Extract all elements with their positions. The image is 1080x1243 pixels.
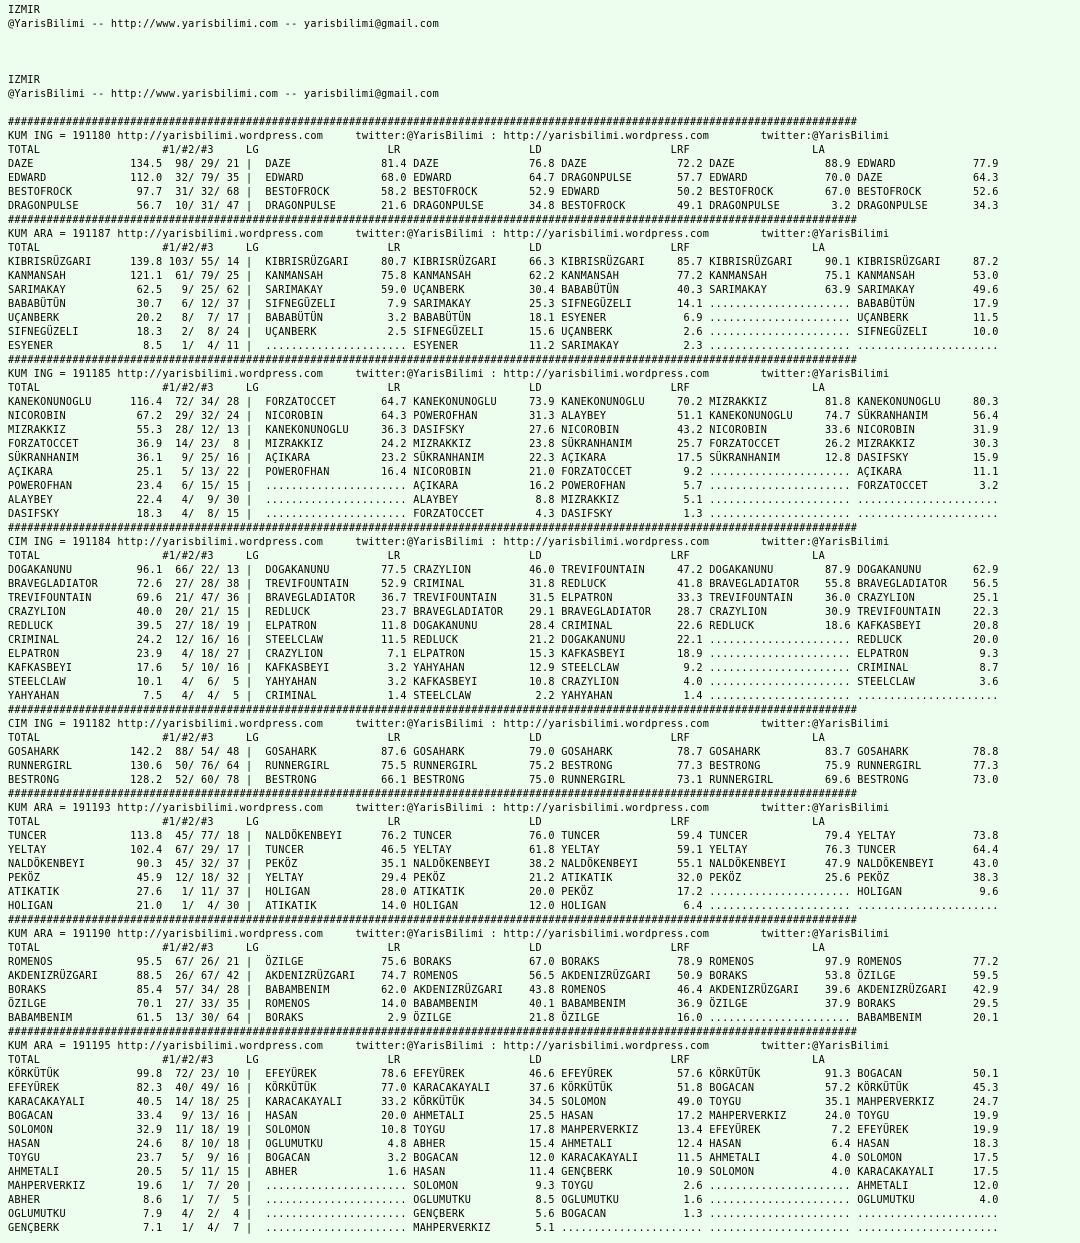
horse-stats-row: REDLUCK 39.5 27/ 18/ 19 | ELPATRON 11.8 DOGAKANUNU 28.4 CRIMINAL 22.6 REDLUCK 18.6 KAFKASBEYI 20.8 (8, 621, 999, 632)
horse-stats-row: ELPATRON 23.9 4/ 18/ 27 | CRAZYLION 7.1 ELPATRON 15.3 KAFKASBEYI 18.9 ...................... ELPATRON 9.3 (8, 649, 999, 660)
race-header-line: KUM ING = 191180 http://yarisbilimi.wordpress.com twitter:@YarisBilimi : http://yarisbilimi.wordpress.com twitter:@YarisBilimi (8, 131, 890, 142)
horse-stats-row: NICOROBIN 67.2 29/ 32/ 24 | NICOROBIN 64.3 POWEROFHAN 31.3 ALAYBEY 51.1 KANEKONUNOGLU 74.7 SÜKRANHANIM 56.4 (8, 411, 999, 422)
horse-stats-row: YELTAY 102.4 67/ 29/ 17 | TUNCER 46.5 YELTAY 61.8 YELTAY 59.1 YELTAY 76.3 TUNCER 64.4 (8, 845, 999, 856)
horse-stats-row: ESYENER 8.5 1/ 4/ 11 | ...................... ESYENER 11.2 SARIMAKAY 2.3 ...................... ...................... (8, 341, 999, 352)
horse-stats-row: BOGACAN 33.4 9/ 13/ 16 | HASAN 20.0 AHMETALI 25.5 HASAN 17.2 MAHPERVERKIZ 24.0 TOYGU 19.9 (8, 1111, 999, 1122)
horse-stats-row: AKDENIZRÜZGARI 88.5 26/ 67/ 42 | AKDENIZRÜZGARI 74.7 ROMENOS 56.5 AKDENIZRÜZGARI 50.9 BORAKS 53.8 ÖZILGE 59.5 (8, 971, 999, 982)
section-separator: #################################################################################################################################### (8, 789, 858, 800)
race-header-line: KUM ARA = 191195 http://yarisbilimi.wordpress.com twitter:@YarisBilimi : http://yarisbilimi.wordpress.com twitter:@YarisBilimi (8, 1041, 890, 1052)
column-header-line: TOTAL #1/#2/#3 LG LR LD LRF LA (8, 383, 826, 394)
horse-stats-row: ROMENOS 95.5 67/ 26/ 21 | ÖZILGE 75.6 BORAKS 67.0 BORAKS 78.9 ROMENOS 97.9 ROMENOS 77.2 (8, 957, 999, 968)
race-header-line: KUM ING = 191185 http://yarisbilimi.wordpress.com twitter:@YarisBilimi : http://yarisbilimi.wordpress.com twitter:@YarisBilimi (8, 369, 890, 380)
horse-stats-row: BESTOFROCK 97.7 31/ 32/ 68 | BESTOFROCK 58.2 BESTOFROCK 52.9 EDWARD 50.2 BESTOFROCK 67.0 BESTOFROCK 52.6 (8, 187, 999, 198)
horse-stats-row: ABHER 8.6 1/ 7/ 5 | ...................... OGLUMUTKU 8.5 OGLUMUTKU 1.6 ...................... OGLUMUTKU 4.0 (8, 1195, 999, 1206)
horse-stats-row: DASIFSKY 18.3 4/ 8/ 15 | ...................... FORZATOCCET 4.3 DASIFSKY 1.3 ...................... ...................... (8, 509, 999, 520)
horse-stats-row: TREVIFOUNTAIN 69.6 21/ 47/ 36 | BRAVEGLADIATOR 36.7 TREVIFOUNTAIN 31.5 ELPATRON 33.3 TREVIFOUNTAIN 36.0 CRAZYLION 25.1 (8, 593, 999, 604)
horse-stats-row: SÜKRANHANIM 36.1 9/ 25/ 16 | AÇIKARA 23.2 SÜKRANHANIM 22.3 AÇIKARA 17.5 SÜKRANHANIM 12.8 DASIFSKY 15.9 (8, 453, 999, 464)
horse-stats-row: OGLUMUTKU 7.9 4/ 2/ 4 | ...................... GENÇBERK 5.6 BOGACAN 1.3 ...................... ...................... (8, 1209, 999, 1220)
horse-stats-row: KANMANSAH 121.1 61/ 79/ 25 | KANMANSAH 75.8 KANMANSAH 62.2 KANMANSAH 77.2 KANMANSAH 75.1 KANMANSAH 53.0 (8, 271, 999, 282)
city-title: IZMIR (8, 75, 41, 86)
horse-stats-row: MAHPERVERKIZ 19.6 1/ 7/ 20 | ...................... SOLOMON 9.3 TOYGU 2.6 ...................... AHMETALI 12.0 (8, 1181, 999, 1192)
race-header-line: KUM ARA = 191190 http://yarisbilimi.wordpress.com twitter:@YarisBilimi : http://yarisbilimi.wordpress.com twitter:@YarisBilimi (8, 929, 890, 940)
section-separator: #################################################################################################################################### (8, 117, 858, 128)
race-header-line: CIM ING = 191184 http://yarisbilimi.wordpress.com twitter:@YarisBilimi : http://yarisbilimi.wordpress.com twitter:@YarisBilimi (8, 537, 890, 548)
horse-stats-row: DRAGONPULSE 56.7 10/ 31/ 47 | DRAGONPULSE 21.6 DRAGONPULSE 34.8 BESTOFROCK 49.1 DRAGONPULSE 3.2 DRAGONPULSE 34.3 (8, 201, 999, 212)
horse-stats-row: KANEKONUNOGLU 116.4 72/ 34/ 28 | FORZATOCCET 64.7 KANEKONUNOGLU 73.9 KANEKONUNOGLU 70.2 MIZRAKKIZ 81.8 KANEKONUNOGLU 80.3 (8, 397, 999, 408)
horse-stats-row: SOLOMON 32.9 11/ 18/ 19 | SOLOMON 10.8 TOYGU 17.8 MAHPERVERKIZ 13.4 EFEYÜREK 7.2 EFEYÜREK 19.9 (8, 1125, 999, 1136)
horse-stats-row: TUNCER 113.8 45/ 77/ 18 | NALDÖKENBEYI 76.2 TUNCER 76.0 TUNCER 59.4 TUNCER 79.4 YELTAY 73.8 (8, 831, 999, 842)
horse-stats-row: BESTRONG 128.2 52/ 60/ 78 | BESTRONG 66.1 BESTRONG 75.0 RUNNERGIRL 73.1 RUNNERGIRL 69.6 BESTRONG 73.0 (8, 775, 999, 786)
column-header-line: TOTAL #1/#2/#3 LG LR LD LRF LA (8, 943, 826, 954)
section-separator: #################################################################################################################################### (8, 915, 858, 926)
contact-line: @YarisBilimi -- http://www.yarisbilimi.com -- yarisbilimi@gmail.com (8, 19, 440, 30)
section-separator: #################################################################################################################################### (8, 523, 858, 534)
horse-stats-row: EFEYÜREK 82.3 40/ 49/ 16 | KÖRKÜTÜK 77.0 KARACAKAYALI 37.6 KÖRKÜTÜK 51.8 BOGACAN 57.2 KÖRKÜTÜK 45.3 (8, 1083, 999, 1094)
horse-stats-row: HOLIGAN 21.0 1/ 4/ 30 | ATIKATIK 14.0 HOLIGAN 12.0 HOLIGAN 6.4 ...................... ...................... (8, 901, 999, 912)
column-header-line: TOTAL #1/#2/#3 LG LR LD LRF LA (8, 243, 826, 254)
horse-stats-row: CRIMINAL 24.2 12/ 16/ 16 | STEELCLAW 11.5 REDLUCK 21.2 DOGAKANUNU 22.1 ...................... REDLUCK 20.0 (8, 635, 999, 646)
blank-line (8, 32, 1080, 46)
horse-stats-row: PEKÖZ 45.9 12/ 18/ 32 | YELTAY 29.4 PEKÖZ 21.2 ATIKATIK 32.0 PEKÖZ 25.6 PEKÖZ 38.3 (8, 873, 999, 884)
horse-stats-row: GENÇBERK 7.1 1/ 4/ 7 | ...................... MAHPERVERKIZ 5.1 ...................... ...................... ...................... (8, 1223, 999, 1234)
horse-stats-row: CRAZYLION 40.0 20/ 21/ 15 | REDLUCK 23.7 BRAVEGLADIATOR 29.1 BRAVEGLADIATOR 28.7 CRAZYLION 30.9 TREVIFOUNTAIN 22.3 (8, 607, 999, 618)
race-header-line: KUM ARA = 191187 http://yarisbilimi.wordpress.com twitter:@YarisBilimi : http://yarisbilimi.wordpress.com twitter:@YarisBilimi (8, 229, 890, 240)
horse-stats-row: POWEROFHAN 23.4 6/ 15/ 15 | ...................... AÇIKARA 16.2 POWEROFHAN 5.7 ...................... FORZATOCCET 3.2 (8, 481, 999, 492)
horse-stats-row: EDWARD 112.0 32/ 79/ 35 | EDWARD 68.0 EDWARD 64.7 DRAGONPULSE 57.7 EDWARD 70.0 DAZE 64.3 (8, 173, 999, 184)
horse-stats-row: YAHYAHAN 7.5 4/ 4/ 5 | CRIMINAL 1.4 STEELCLAW 2.2 YAHYAHAN 1.4 ...................... ...................... (8, 691, 999, 702)
horse-stats-row: BABABÜTÜN 30.7 6/ 12/ 37 | SIFNEGÜZELI 7.9 SARIMAKAY 25.3 SIFNEGÜZELI 14.1 ...................... BABABÜTÜN 17.9 (8, 299, 999, 310)
horse-stats-row: NALDÖKENBEYI 90.3 45/ 32/ 37 | PEKÖZ 35.1 NALDÖKENBEYI 38.2 NALDÖKENBEYI 55.1 NALDÖKENBEYI 47.9 NALDÖKENBEYI 43.0 (8, 859, 999, 870)
horse-stats-row: AÇIKARA 25.1 5/ 13/ 22 | POWEROFHAN 16.4 NICOROBIN 21.0 FORZATOCCET 9.2 ...................... AÇIKARA 11.1 (8, 467, 999, 478)
blank-line (8, 60, 1080, 74)
horse-stats-row: KARACAKAYALI 40.5 14/ 18/ 25 | KARACAKAYALI 33.2 KÖRKÜTÜK 34.5 SOLOMON 49.0 TOYGU 35.1 MAHPERVERKIZ 24.7 (8, 1097, 999, 1108)
horse-stats-row: STEELCLAW 10.1 4/ 6/ 5 | YAHYAHAN 3.2 KAFKASBEYI 10.8 CRAZYLION 4.0 ...................... STEELCLAW 3.6 (8, 677, 999, 688)
horse-stats-row: GOSAHARK 142.2 88/ 54/ 48 | GOSAHARK 87.6 GOSAHARK 79.0 GOSAHARK 78.7 GOSAHARK 83.7 GOSAHARK 78.8 (8, 747, 999, 758)
horse-stats-row: ATIKATIK 27.6 1/ 11/ 37 | HOLIGAN 28.0 ATIKATIK 20.0 PEKÖZ 17.2 ...................... HOLIGAN 9.6 (8, 887, 999, 898)
horse-stats-row: UÇANBERK 20.2 8/ 7/ 17 | BABABÜTÜN 3.2 BABABÜTÜN 18.1 ESYENER 6.9 ...................... UÇANBERK 11.5 (8, 313, 999, 324)
horse-stats-row: KIBRISRÜZGARI 139.8 103/ 55/ 14 | KIBRISRÜZGARI 80.7 KIBRISRÜZGARI 66.3 KIBRISRÜZGARI 85.7 KIBRISRÜZGARI 90.1 KIBRISRÜZGARI 87.2 (8, 257, 999, 268)
column-header-line: TOTAL #1/#2/#3 LG LR LD LRF LA (8, 817, 826, 828)
horse-stats-row: BORAKS 85.4 57/ 34/ 28 | BABAMBENIM 62.0 AKDENIZRÜZGARI 43.8 ROMENOS 46.4 AKDENIZRÜZGARI 39.6 AKDENIZRÜZGARI 42.9 (8, 985, 999, 996)
column-header-line: TOTAL #1/#2/#3 LG LR LD LRF LA (8, 145, 826, 156)
section-separator: #################################################################################################################################### (8, 1027, 858, 1038)
column-header-line: TOTAL #1/#2/#3 LG LR LD LRF LA (8, 1055, 826, 1066)
race-header-line: CIM ING = 191182 http://yarisbilimi.wordpress.com twitter:@YarisBilimi : http://yarisbilimi.wordpress.com twitter:@YarisBilimi (8, 719, 890, 730)
section-separator: #################################################################################################################################### (8, 705, 858, 716)
column-header-line: TOTAL #1/#2/#3 LG LR LD LRF LA (8, 551, 826, 562)
section-separator: #################################################################################################################################### (8, 355, 858, 366)
column-header-line: TOTAL #1/#2/#3 LG LR LD LRF LA (8, 733, 826, 744)
blank-line (8, 102, 1080, 116)
section-separator: #################################################################################################################################### (8, 215, 858, 226)
horse-stats-row: BABAMBENIM 61.5 13/ 30/ 64 | BORAKS 2.9 ÖZILGE 21.8 ÖZILGE 16.0 ...................... BABAMBENIM 20.1 (8, 1013, 999, 1024)
city-title: IZMIR (8, 5, 41, 16)
horse-stats-row: ALAYBEY 22.4 4/ 9/ 30 | ...................... ALAYBEY 8.8 MIZRAKKIZ 5.1 ...................... ...................... (8, 495, 999, 506)
horse-stats-row: ÖZILGE 70.1 27/ 33/ 35 | ROMENOS 14.0 BABAMBENIM 40.1 BABAMBENIM 36.9 ÖZILGE 37.9 BORAKS 29.5 (8, 999, 999, 1010)
blank-line (8, 46, 1080, 60)
horse-stats-row: TOYGU 23.7 5/ 9/ 16 | BOGACAN 3.2 BOGACAN 12.0 KARACAKAYALI 11.5 AHMETALI 4.0 SOLOMON 17.5 (8, 1153, 999, 1164)
horse-stats-row: KAFKASBEYI 17.6 5/ 10/ 16 | KAFKASBEYI 3.2 YAHYAHAN 12.9 STEELCLAW 9.2 ...................... CRIMINAL 8.7 (8, 663, 999, 674)
race-header-line: KUM ARA = 191193 http://yarisbilimi.wordpress.com twitter:@YarisBilimi : http://yarisbilimi.wordpress.com twitter:@YarisBilimi (8, 803, 890, 814)
horse-stats-row: BRAVEGLADIATOR 72.6 27/ 28/ 38 | TREVIFOUNTAIN 52.9 CRIMINAL 31.8 REDLUCK 41.8 BRAVEGLADIATOR 55.8 BRAVEGLADIATOR 56.5 (8, 579, 999, 590)
contact-line: @YarisBilimi -- http://www.yarisbilimi.com -- yarisbilimi@gmail.com (8, 89, 440, 100)
horse-stats-row: AHMETALI 20.5 5/ 11/ 15 | ABHER 1.6 HASAN 11.4 GENÇBERK 10.9 SOLOMON 4.0 KARACAKAYALI 17.5 (8, 1167, 999, 1178)
horse-stats-row: SIFNEGÜZELI 18.3 2/ 8/ 24 | UÇANBERK 2.5 SIFNEGÜZELI 15.6 UÇANBERK 2.6 ...................... SIFNEGÜZELI 10.0 (8, 327, 999, 338)
horse-stats-row: SARIMAKAY 62.5 9/ 25/ 62 | SARIMAKAY 59.0 UÇANBERK 30.4 BABABÜTÜN 40.3 SARIMAKAY 63.9 SARIMAKAY 49.6 (8, 285, 999, 296)
horse-stats-row: FORZATOCCET 36.9 14/ 23/ 8 | MIZRAKKIZ 24.2 MIZRAKKIZ 23.8 SÜKRANHANIM 25.7 FORZATOCCET 26.2 MIZRAKKIZ 30.3 (8, 439, 999, 450)
horse-stats-row: HASAN 24.6 8/ 10/ 18 | OGLUMUTKU 4.8 ABHER 15.4 AHMETALI 12.4 HASAN 6.4 HASAN 18.3 (8, 1139, 999, 1150)
horse-stats-row: DOGAKANUNU 96.1 66/ 22/ 13 | DOGAKANUNU 77.5 CRAZYLION 46.0 TREVIFOUNTAIN 47.2 DOGAKANUNU 87.9 DOGAKANUNU 62.9 (8, 565, 999, 576)
horse-stats-row: KÖRKÜTÜK 99.8 72/ 23/ 10 | EFEYÜREK 78.6 EFEYÜREK 46.6 EFEYÜREK 57.6 KÖRKÜTÜK 91.3 BOGACAN 50.1 (8, 1069, 999, 1080)
horse-stats-row: DAZE 134.5 98/ 29/ 21 | DAZE 81.4 DAZE 76.8 DAZE 72.2 DAZE 88.9 EDWARD 77.9 (8, 159, 999, 170)
horse-stats-row: RUNNERGIRL 130.6 50/ 76/ 64 | RUNNERGIRL 75.5 RUNNERGIRL 75.2 BESTRONG 77.3 BESTRONG 75.9 RUNNERGIRL 77.3 (8, 761, 999, 772)
horse-stats-row: MIZRAKKIZ 55.3 28/ 12/ 13 | KANEKONUNOGLU 36.3 DASIFSKY 27.6 NICOROBIN 43.2 NICOROBIN 33.6 NICOROBIN 31.9 (8, 425, 999, 436)
